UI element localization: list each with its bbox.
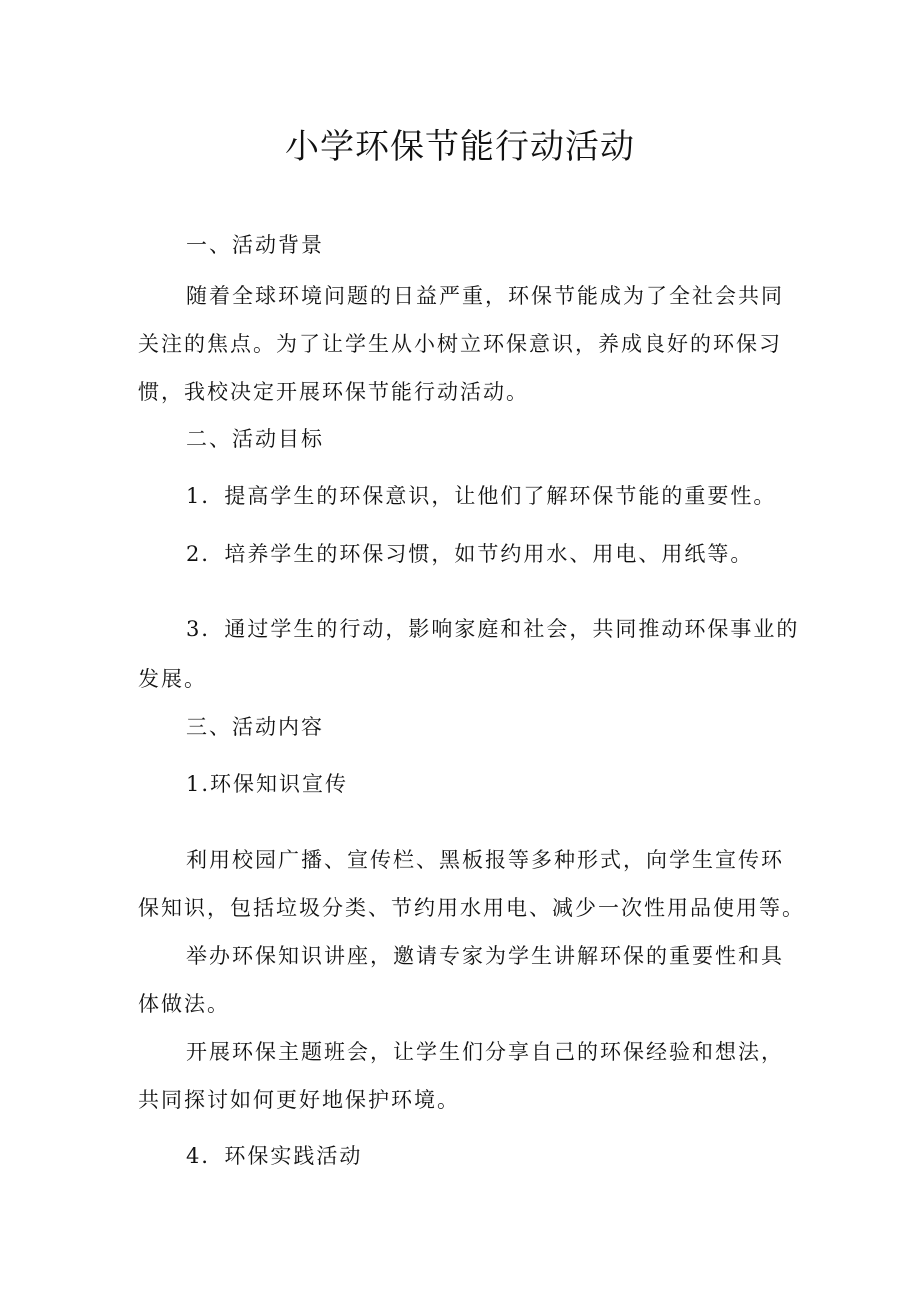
subheading: 1.环保知识宣传 [186,772,349,796]
paragraph-line: 惯，我校决定开展环保节能行动活动。 [138,380,529,404]
paragraph-line: 随着全球环境问题的日益严重，环保节能成为了全社会共同 [186,284,784,308]
paragraph-line: 保知识，包括垃圾分类、节约用水用电、减少一次性用品使用等。 [138,896,805,920]
list-item: 3．通过学生的行动，影响家庭和社会，共同推动环保事业的 [186,617,800,641]
paragraph-line: 利用校园广播、宣传栏、黑板报等多种形式，向学生宣传环 [186,848,784,872]
section-heading-goals: 二、活动目标 [186,427,324,451]
section-heading-background: 一、活动背景 [186,233,324,257]
paragraph-line: 体做法。 [138,992,230,1016]
paragraph-line: 发展。 [138,667,207,691]
list-item: 2．培养学生的环保习惯，如节约用水、用电、用纸等。 [186,542,754,566]
section-heading-content: 三、活动内容 [186,715,324,739]
list-item: 1．提高学生的环保意识，让他们了解环保节能的重要性。 [186,484,777,508]
subheading: 4．环保实践活动 [186,1144,363,1168]
paragraph-line: 开展环保主题班会，让学生们分享自己的环保经验和想法， [186,1040,784,1064]
document-title: 小学环保节能行动活动 [285,127,635,167]
paragraph-line: 举办环保知识讲座，邀请专家为学生讲解环保的重要性和具 [186,944,784,968]
paragraph-line: 关注的焦点。为了让学生从小树立环保意识，养成良好的环保习 [138,332,782,356]
paragraph-line: 共同探讨如何更好地保护环境。 [138,1088,460,1112]
